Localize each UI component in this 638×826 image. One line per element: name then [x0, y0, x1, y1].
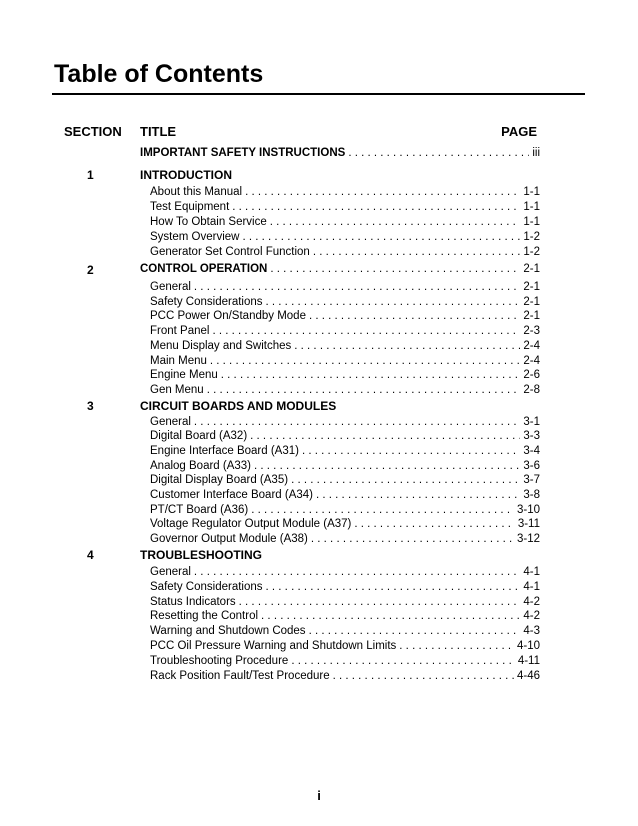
toc-entry-title: Generator Set Control Function: [150, 246, 310, 258]
dot-leader: [261, 610, 520, 622]
toc-entry[interactable]: [150, 416, 540, 431]
toc-entry-page: 4-46: [516, 670, 540, 682]
toc-entry-title: Status Indicators: [150, 596, 236, 608]
toc-entry-title: How To Obtain Service: [150, 216, 267, 228]
toc-entry-page: 1-2: [523, 231, 540, 243]
dot-leader: [316, 489, 520, 501]
toc-entry[interactable]: [150, 296, 540, 311]
toc-entry-title: Resetting the Control: [150, 610, 259, 622]
dot-leader: [242, 231, 520, 243]
toc-entry-page: 4-1: [523, 566, 540, 578]
toc-entry[interactable]: [150, 655, 540, 670]
toc-entry[interactable]: [150, 355, 540, 370]
chapter-title[interactable]: CIRCUIT BOARDS AND MODULES: [140, 399, 337, 413]
toc-entry-page: 4-11: [517, 655, 540, 667]
toc-entry-safety[interactable]: [140, 147, 540, 162]
dot-leader: [309, 310, 520, 322]
toc-entry[interactable]: [150, 246, 540, 261]
toc-entry-page: 2-3: [523, 325, 540, 337]
toc-entry-title: Digital Board (A32): [150, 430, 248, 442]
toc-entry-title: Troubleshooting Procedure: [150, 655, 289, 667]
toc-entry[interactable]: [150, 489, 540, 504]
toc-entry-page: 3-6: [523, 460, 540, 472]
dot-leader: [194, 566, 520, 578]
dot-leader: [291, 474, 520, 486]
dot-leader: [266, 581, 521, 593]
toc-entry[interactable]: [150, 340, 540, 355]
dot-leader: [311, 533, 514, 545]
toc-entry-page: 1-1: [523, 216, 540, 228]
dot-leader: [194, 416, 520, 428]
dot-leader: [254, 460, 520, 472]
toc-entry-page: 1-1: [523, 186, 540, 198]
toc-entry-title: Voltage Regulator Output Module (A37): [150, 518, 352, 530]
toc-entry-page: 4-2: [523, 596, 540, 608]
chapter-title: CONTROL OPERATION: [140, 263, 268, 275]
toc-entry[interactable]: [150, 460, 540, 475]
toc-entry-title: Safety Considerations: [150, 296, 263, 308]
toc-entry-page: 2-1: [523, 310, 540, 322]
toc-entry-page: 2-1: [523, 281, 540, 293]
toc-entry-title: Menu Display and Switches: [150, 340, 292, 352]
toc-entry-page: 2-4: [523, 340, 540, 352]
dot-leader: [232, 201, 520, 213]
toc-entry-page: iii: [532, 147, 540, 159]
dot-leader: [194, 281, 520, 293]
dot-leader: [251, 504, 514, 516]
toc-entry-page: 1-2: [523, 246, 540, 258]
toc-entry-page: 4-1: [523, 581, 540, 593]
chapter-title[interactable]: INTRODUCTION: [140, 168, 232, 182]
section-column-header: SECTION: [64, 124, 122, 139]
toc-entry-title: PT/CT Board (A36): [150, 504, 249, 516]
toc-entry[interactable]: [150, 216, 540, 231]
toc-entry-page: 3-11: [517, 518, 540, 530]
dot-leader: [302, 445, 520, 457]
toc-entry[interactable]: [150, 610, 540, 625]
toc-entry[interactable]: [150, 504, 540, 519]
toc-entry-title: PCC Power On/Standby Mode: [150, 310, 306, 322]
dot-leader: [333, 670, 514, 682]
toc-entry-title: System Overview: [150, 231, 240, 243]
toc-entry-page: 4-3: [523, 625, 540, 637]
dot-leader: [313, 246, 521, 258]
dot-leader: [291, 655, 515, 667]
dot-leader: [294, 340, 520, 352]
toc-entry-title: General: [150, 416, 191, 428]
page-column-header: PAGE: [501, 124, 537, 139]
chapter-number: 4: [87, 548, 94, 562]
toc-entry[interactable]: [150, 281, 540, 296]
dot-leader: [399, 640, 514, 652]
toc-entry[interactable]: [150, 581, 540, 596]
toc-entry[interactable]: [150, 625, 540, 640]
toc-entry-title: Safety Considerations: [150, 581, 263, 593]
toc-entry-title: General: [150, 566, 191, 578]
toc-entry-page: 1-1: [523, 201, 540, 213]
toc-entry[interactable]: [150, 369, 540, 384]
toc-entry-title: General: [150, 281, 191, 293]
toc-entry-page: 3-10: [516, 504, 540, 516]
dot-leader: [207, 384, 521, 396]
toc-entry[interactable]: [150, 640, 540, 655]
chapter-number: 3: [87, 399, 94, 413]
toc-entry[interactable]: [150, 533, 540, 548]
dot-leader: [210, 355, 520, 367]
toc-entry-title: IMPORTANT SAFETY INSTRUCTIONS: [140, 147, 346, 159]
toc-entry-title: Main Menu: [150, 355, 207, 367]
toc-entry[interactable]: [150, 445, 540, 460]
dot-leader: [354, 518, 514, 530]
toc-entry[interactable]: [150, 670, 540, 685]
toc-entry-title: PCC Oil Pressure Warning and Shutdown Limits: [150, 640, 397, 652]
toc-entry[interactable]: [150, 384, 540, 399]
toc-entry-title: Customer Interface Board (A34): [150, 489, 313, 501]
toc-entry[interactable]: [150, 231, 540, 246]
dot-leader: [266, 296, 521, 308]
page-number: i: [317, 788, 321, 803]
chapter-number: 1: [87, 168, 94, 182]
toc-entry-page: 2-6: [523, 369, 540, 381]
toc-entry[interactable]: [150, 325, 540, 340]
toc-entry-title: Gen Menu: [150, 384, 204, 396]
toc-entry[interactable]: [150, 474, 540, 489]
chapter-number: 2: [87, 263, 94, 277]
page-title: Table of Contents: [54, 60, 264, 88]
dot-leader: [239, 596, 521, 608]
chapter-title[interactable]: TROUBLESHOOTING: [140, 548, 262, 562]
toc-entry-title: Digital Display Board (A35): [150, 474, 289, 486]
dot-leader: [309, 625, 521, 637]
toc-entry-title: Engine Menu: [150, 369, 218, 381]
toc-entry-title: Analog Board (A33): [150, 460, 252, 472]
dot-leader: [245, 186, 520, 198]
title-column-header: TITLE: [140, 124, 177, 139]
toc-entry-page: 3-1: [523, 416, 540, 428]
toc-entry-page: 2-4: [523, 355, 540, 367]
toc-entry-page: 3-8: [523, 489, 540, 501]
dot-leader: [270, 263, 520, 275]
toc-entry-title: Rack Position Fault/Test Procedure: [150, 670, 330, 682]
toc-entry[interactable]: [150, 186, 540, 201]
toc-entry[interactable]: [150, 596, 540, 611]
toc-entry-page: 3-3: [523, 430, 540, 442]
dot-leader: [212, 325, 520, 337]
toc-entry-page: 3-12: [516, 533, 540, 545]
toc-entry[interactable]: [150, 518, 540, 533]
chapter-title-row[interactable]: [140, 263, 540, 278]
toc-entry-page: 3-7: [523, 474, 540, 486]
title-rule: [52, 93, 585, 95]
toc-entry-page: 4-2: [523, 610, 540, 622]
toc-entry-title: Governor Output Module (A38): [150, 533, 308, 545]
dot-leader: [221, 369, 521, 381]
toc-entry-title: Warning and Shutdown Codes: [150, 625, 306, 637]
toc-entry-title: Test Equipment: [150, 201, 230, 213]
toc-entry[interactable]: [150, 310, 540, 325]
dot-leader: [270, 216, 521, 228]
toc-entry-page: 4-10: [516, 640, 540, 652]
toc-entry-page: 2-8: [523, 384, 540, 396]
toc-entry-page: 2-1: [523, 296, 540, 308]
dot-leader: [250, 430, 520, 442]
toc-entry-title: About this Manual: [150, 186, 243, 198]
toc-entry[interactable]: [150, 430, 540, 445]
toc-entry[interactable]: [150, 566, 540, 581]
toc-entry-page: 3-4: [523, 445, 540, 457]
toc-entry-title: Front Panel: [150, 325, 210, 337]
dot-leader: [348, 147, 529, 159]
chapter-page: 2-1: [523, 263, 540, 275]
toc-entry-title: Engine Interface Board (A31): [150, 445, 299, 457]
toc-entry[interactable]: [150, 201, 540, 216]
